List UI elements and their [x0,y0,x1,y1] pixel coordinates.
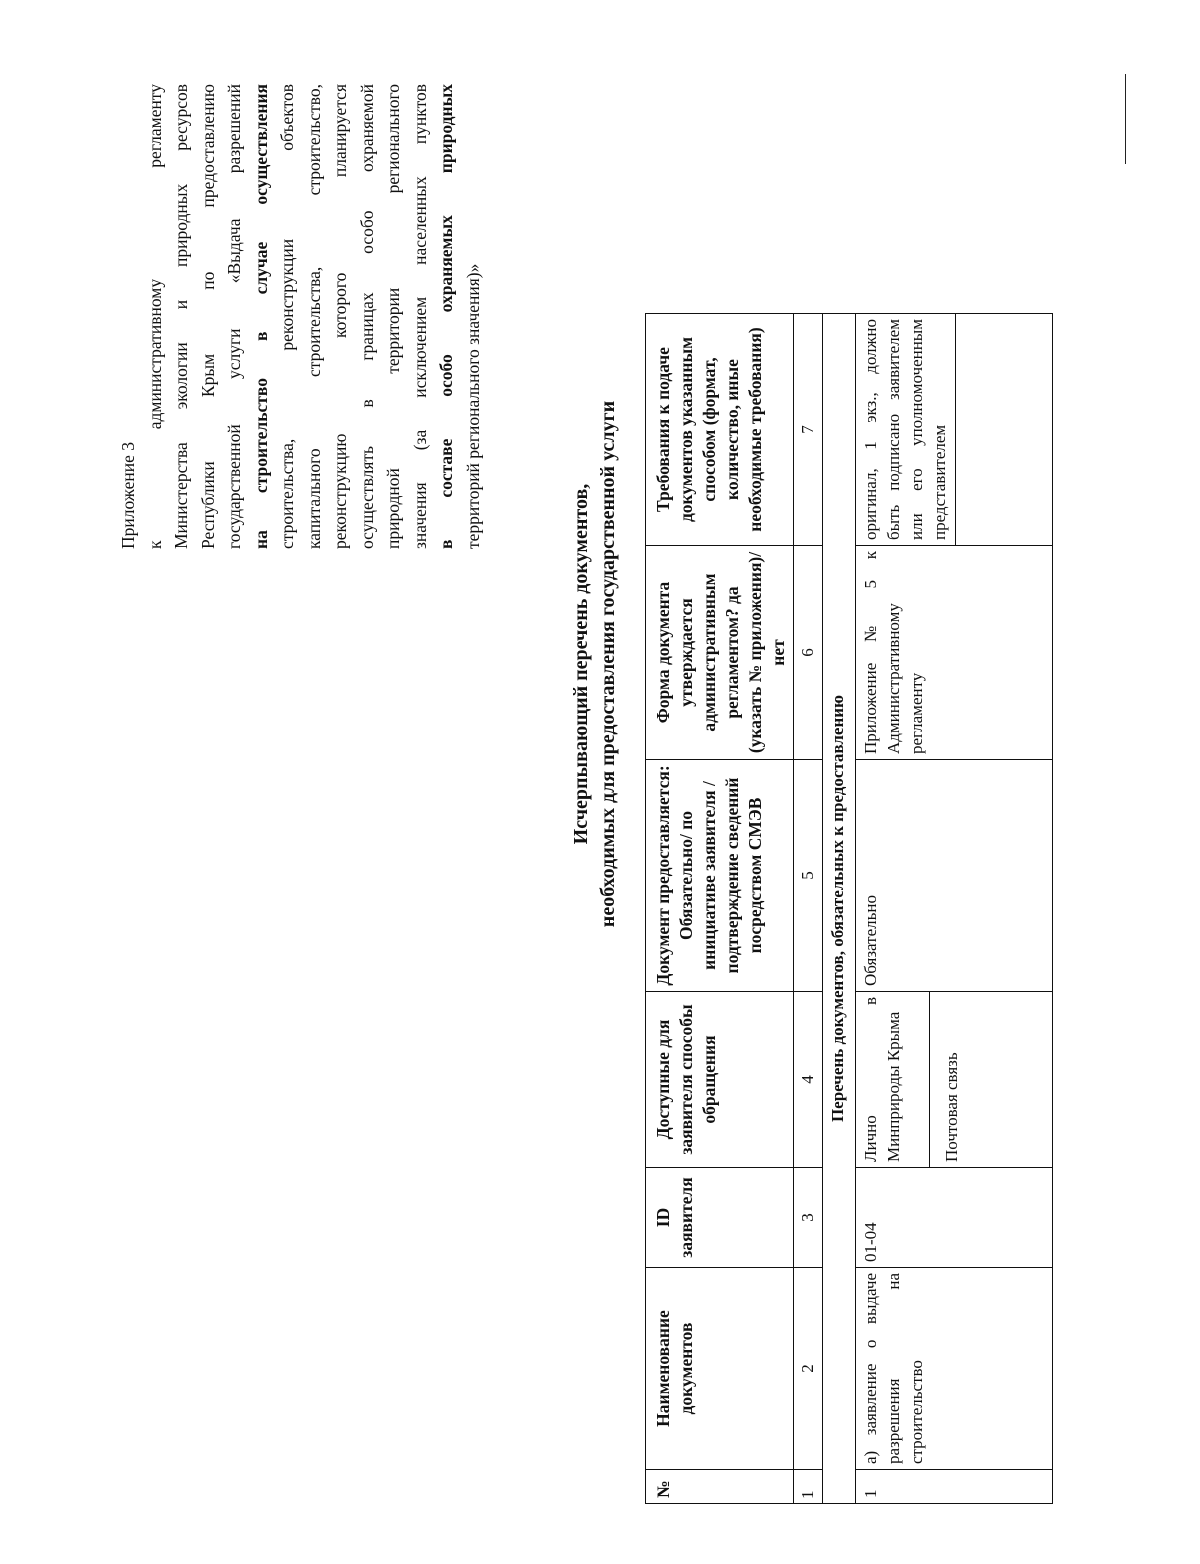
header-provision: Документ предоставляется: Обязательно/ по инициативе заявителя /подтверждение сведений посредством СМЭВ [646,760,794,992]
document-title-line-1: Исчерпывающий перечень документов, [570,483,592,845]
column-number-row [794,314,823,1504]
appendix-line: осуществлять в границах особо охраняемой [356,84,377,549]
row-applicant-id: 01-04 [856,1168,1053,1268]
header-form: Форма документа утверждается административным регламентом? да (указать № приложения)/ нет [646,546,794,760]
table-header-row [646,314,794,1504]
header-requirements: Требования к подаче документов указанным способом (формат, количество, иные необходимые требования) [646,314,794,546]
appendix-line: территорий регионального значения)» [462,263,483,549]
appendix-line: капитального строительства, строительство, [303,84,324,549]
appendix-line: в составе особо охраняемых природных [436,84,456,549]
section-title: Перечень документов, обязательных к предоставлению [823,314,856,1504]
row-provision: Обязательно [856,760,1053,992]
appendix-line: на строительство в случае осуществления [250,84,271,549]
appendix-line: строительства, реконструкции объектов [277,84,297,549]
method-post: Почтовая связь [942,1052,961,1162]
method-in-person [859,992,930,1167]
column-number: 3 [794,1168,823,1268]
column-number: 7 [794,314,823,546]
appendix-line: государственной услуги «Выдача разрешений [224,84,244,549]
appendix-line: Республики Крым по предоставлению [197,84,218,549]
method-line: Лично в [861,997,880,1162]
requirements-line: или его уполномоченным [907,319,926,540]
requirements-line: представителем [930,424,949,540]
row-number: 1 [856,1470,1053,1504]
section-row [823,314,856,1504]
requirements-line: оригинал, 1 экз., должно [861,319,880,540]
document-title-line-2: необходимых для предоставления государственной услуги [597,400,619,928]
row-form [856,546,1053,760]
appendix-label: Приложение 3 [118,441,138,549]
document-name-line: а) заявление о выдаче [861,1273,880,1464]
appendix-header [115,84,486,549]
column-number: 4 [794,992,823,1168]
appendix-line: к административному регламенту [144,84,165,549]
document-title [568,164,622,1164]
method-line: Минприроды Крыма [884,1011,903,1162]
form-line: Приложение № 5 к [861,551,880,754]
row-methods [856,992,1053,1168]
form-line: регламенту [907,672,926,754]
column-number: 1 [794,1470,823,1504]
header-methods: Доступные для заявителя способы обращения [646,992,794,1168]
appendix-line: Министерства экологии и природных ресурсов [171,84,191,549]
requirements-block [859,314,956,545]
documents-table [645,313,1053,1504]
document-name-line: строительство [907,1360,926,1464]
footer-rule [1125,74,1126,164]
column-number: 6 [794,546,823,760]
appendix-line: природной территории регионального [383,84,403,549]
column-number: 2 [794,1268,823,1470]
requirements-line: быть подписано заявителем [884,319,903,540]
header-number: № [646,1470,794,1504]
document-name-line: разрешения на [884,1273,903,1464]
row-document-name [856,1268,1053,1470]
header-applicant-id: ID заявителя [646,1168,794,1268]
table-row [856,314,1053,1504]
form-line: Административному [884,603,903,754]
row-requirements [856,314,1053,546]
appendix-line: реконструкцию которого планируется [330,84,350,549]
column-number: 5 [794,760,823,992]
appendix-line: значения (за исключением населенных пунктов [409,84,430,549]
header-document-name: Наименование документов [646,1268,794,1470]
